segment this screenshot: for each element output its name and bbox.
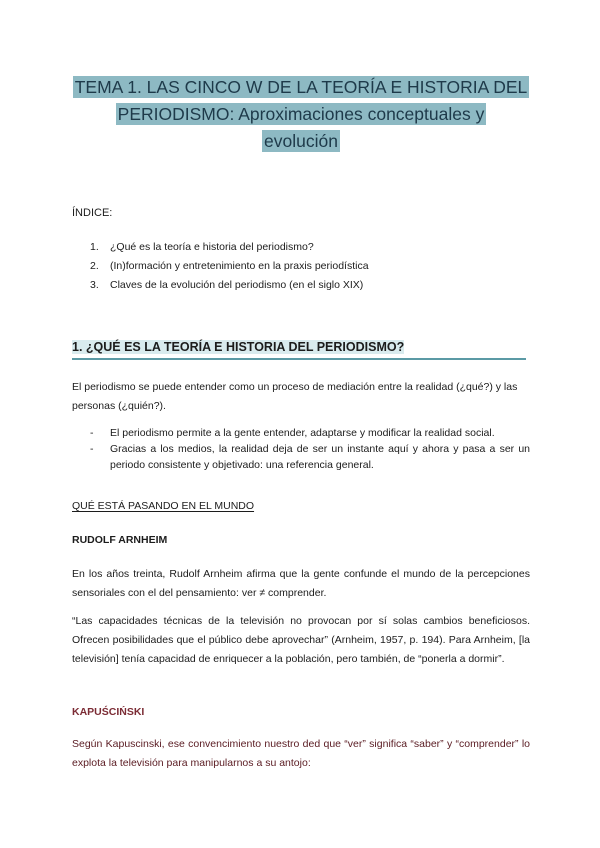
document-title (70, 74, 532, 155)
toc-item-text: Claves de la evolución del periodismo (en el siglo XIX) (110, 279, 364, 291)
bullet-text: El periodismo permite a la gente entender, adaptarse y modificar la realidad social. (110, 427, 495, 439)
title-line-3: evolución (264, 131, 338, 151)
bullet-list (90, 425, 530, 473)
bullet-item (90, 441, 530, 473)
toc-item (90, 238, 369, 257)
kapuscinski-heading: KAPUŚCIŃSKI (72, 706, 145, 718)
bullet-item (90, 425, 530, 441)
arnheim-paragraph-1: En los años treinta, Rudolf Arnheim afirma que la gente confunde el mundo de la percepciones sensoriales con el del pensamiento: ver ≠ comprender. (72, 568, 530, 599)
intro-paragraph: El periodismo se puede entender como un proceso de mediación entre la realidad (¿qué?) y las personas (¿quién?). (72, 381, 518, 412)
index-label: ÍNDICE: (72, 207, 113, 219)
title-line-2: PERIODISMO: Aproximaciones conceptuales y (117, 104, 485, 124)
toc-item (90, 276, 369, 295)
section-heading (72, 340, 526, 360)
toc-item-number: 2. (90, 260, 99, 272)
kapuscinski-paragraph: Según Kapuscinski, ese convencimiento nuestro ded que “ver” significa “saber” y “comprender” lo explota la televisión para manipularnos a su antojo: (72, 738, 530, 769)
bullet-text: Gracias a los medios, la realidad deja de ser un instante aquí y ahora y pasa a ser un periodo consistente y objetivado: una referencia general. (110, 443, 530, 471)
bullet-dash: - (90, 427, 94, 439)
bullet-dash: - (90, 443, 94, 455)
toc-item-text: (In)formación y entretenimiento en la praxis periodística (110, 260, 369, 272)
section-heading-text: 1. ¿QUÉ ES LA TEORÍA E HISTORIA DEL PERIODISMO? (72, 340, 405, 354)
toc-item-number: 3. (90, 279, 99, 291)
arnheim-heading: RUDOLF ARNHEIM (72, 534, 168, 546)
toc-item (90, 257, 369, 276)
subsection-heading: QUÉ ESTÁ PASANDO EN EL MUNDO (72, 500, 255, 512)
toc-item-number: 1. (90, 241, 99, 253)
title-line-1: TEMA 1. LAS CINCO W DE LA TEORÍA E HISTORIA DEL (74, 77, 528, 97)
arnheim-paragraph-2: “Las capacidades técnicas de la televisión no provocan por sí solas cambios beneficiosos. Ofrecen posibilidades que el público debe aprovechar” (Arnheim, 1957, p. 194). Para Arnheim, [la televisión] tenía capacidad de enriquecer a la población, pero también, de “ponerla a dormir”. (72, 615, 530, 665)
toc-item-text: ¿Qué es la teoría e historia del periodismo? (110, 241, 314, 253)
table-of-contents (90, 238, 369, 295)
